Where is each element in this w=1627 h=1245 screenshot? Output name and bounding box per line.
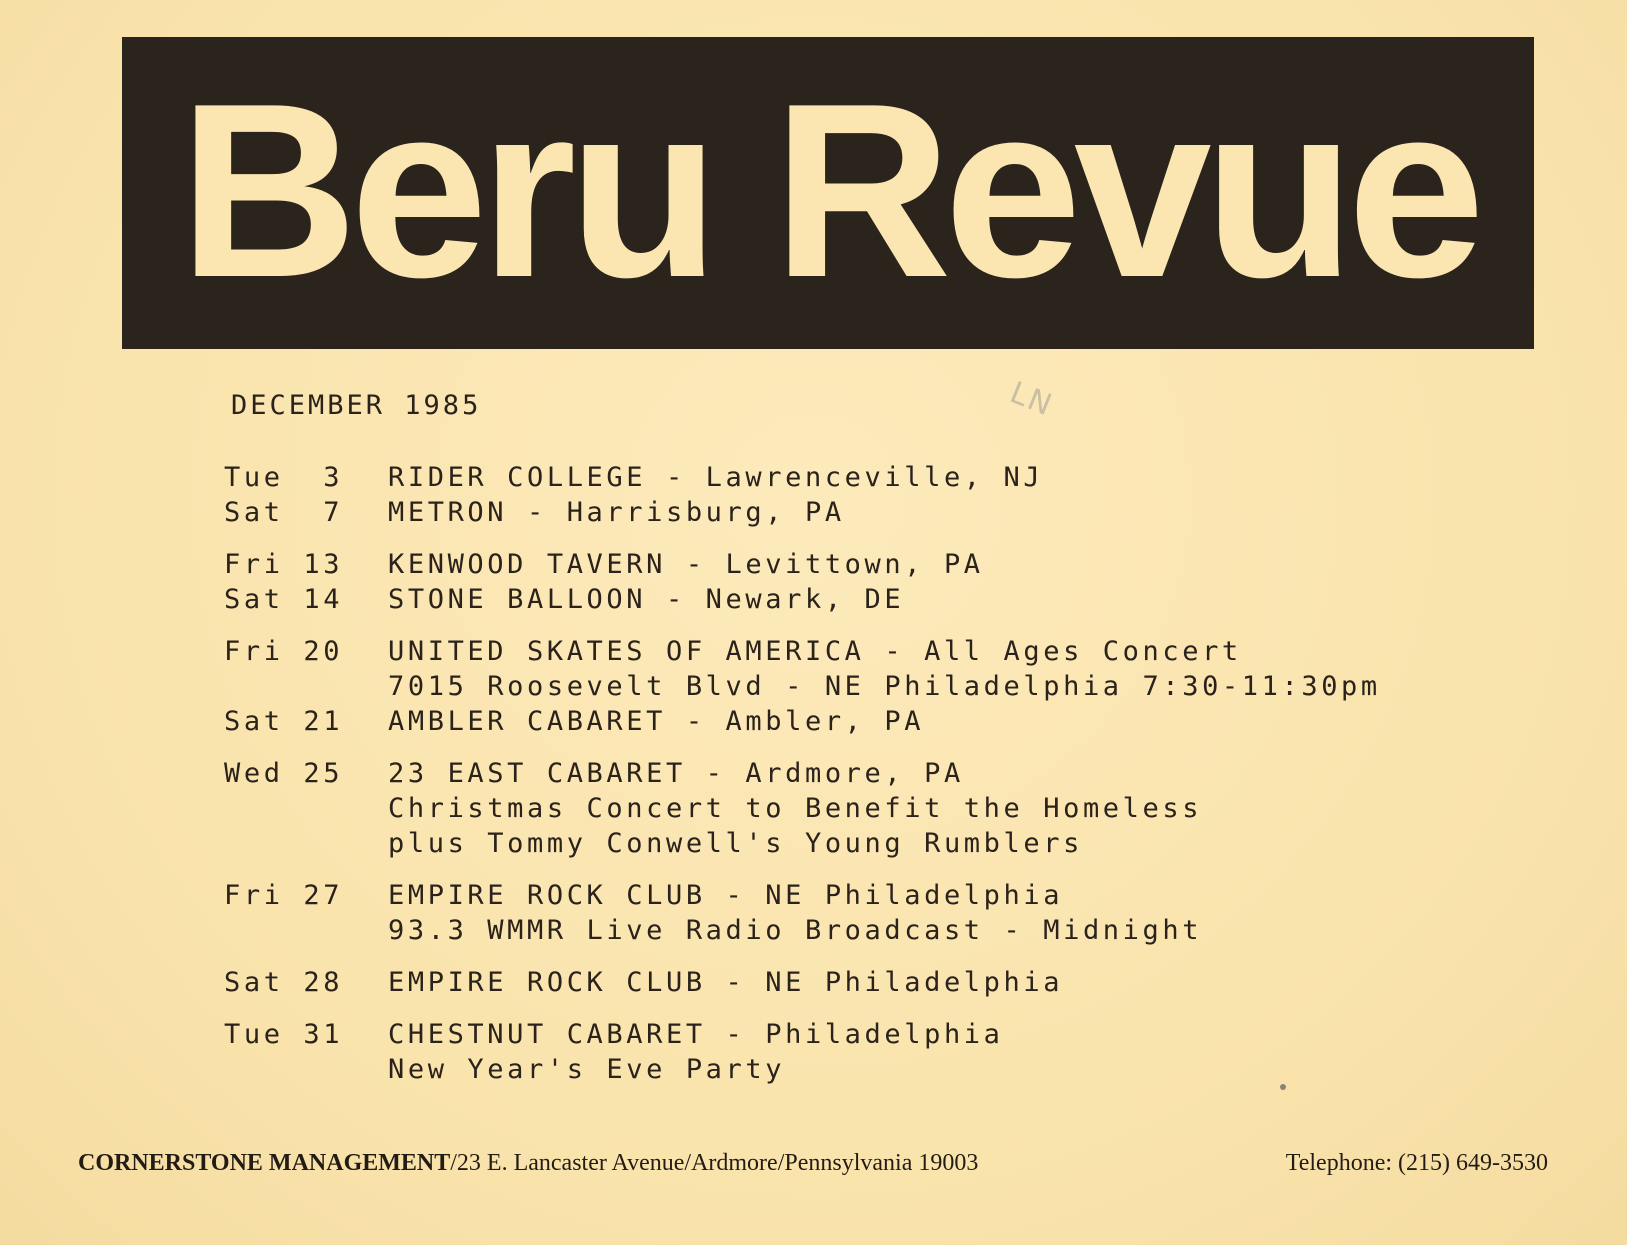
event-venue: EMPIRE ROCK CLUB - NE Philadelphia [388,880,1064,911]
event-detail: 7015 Roosevelt Blvd - NE Philadelphia 7:30-11:30pm [388,671,1381,702]
schedule-row [224,634,1484,669]
pencil-mark: LN [1005,375,1059,424]
schedule-group [224,878,1484,948]
event-date: Sat 28 [224,967,344,998]
paper-speck [1280,1084,1286,1090]
event-date: Sat 7 [224,497,344,528]
telephone: Telephone: (215) 649-3530 [1285,1150,1548,1176]
schedule-row [224,878,1484,913]
event-venue: STONE BALLOON - Newark, DE [388,584,905,615]
schedule-group [224,634,1484,739]
address: /23 E. Lancaster Avenue/Ardmore/Pennsylvania 19003 [450,1150,979,1176]
event-date: Fri 13 [224,549,344,580]
schedule-row [224,460,1484,495]
schedule-row [224,826,1484,861]
management-address [78,1150,978,1177]
schedule-row [224,913,1484,948]
event-date: Tue 31 [224,1019,344,1050]
event-date: Sat 21 [224,706,344,737]
schedule-row [224,1052,1484,1087]
band-name: Beru Revue [178,51,1478,329]
event-venue: UNITED SKATES OF AMERICA - All Ages Concert [388,636,1242,667]
event-venue: AMBLER CABARET - Ambler, PA [388,706,925,737]
schedule-group [224,965,1484,1000]
event-date: Wed 25 [224,758,344,789]
schedule-row [224,791,1484,826]
schedule-group [224,460,1484,530]
event-venue: CHESTNUT CABARET - Philadelphia [388,1019,1004,1050]
event-detail: New Year's Eve Party [388,1054,786,1085]
event-venue: 23 EAST CABARET - Ardmore, PA [388,758,964,789]
event-detail: 93.3 WMMR Live Radio Broadcast - Midnight [388,915,1203,946]
event-venue: METRON - Harrisburg, PA [388,497,845,528]
schedule-row [224,669,1484,704]
event-venue: EMPIRE ROCK CLUB - NE Philadelphia [388,967,1064,998]
tour-schedule [224,460,1484,1104]
schedule-row [224,495,1484,530]
schedule-group [224,756,1484,861]
event-venue: RIDER COLLEGE - Lawrenceville, NJ [388,462,1044,493]
event-date: Sat 14 [224,584,344,615]
event-venue: KENWOOD TAVERN - Levittown, PA [388,549,984,580]
schedule-row [224,704,1484,739]
management-name: CORNERSTONE MANAGEMENT [78,1150,451,1176]
title-banner [122,37,1534,349]
event-detail: Christmas Concert to Benefit the Homeless [388,793,1203,824]
event-date: Fri 20 [224,636,344,667]
event-detail: plus Tommy Conwell's Young Rumblers [388,828,1083,859]
footer [78,1150,1548,1177]
schedule-row [224,965,1484,1000]
schedule-group [224,547,1484,617]
schedule-row [224,756,1484,791]
month-heading: DECEMBER 1985 [231,390,482,421]
event-date: Fri 27 [224,880,344,911]
schedule-row [224,547,1484,582]
schedule-group [224,1017,1484,1087]
event-date: Tue 3 [224,462,344,493]
schedule-row [224,1017,1484,1052]
schedule-row [224,582,1484,617]
